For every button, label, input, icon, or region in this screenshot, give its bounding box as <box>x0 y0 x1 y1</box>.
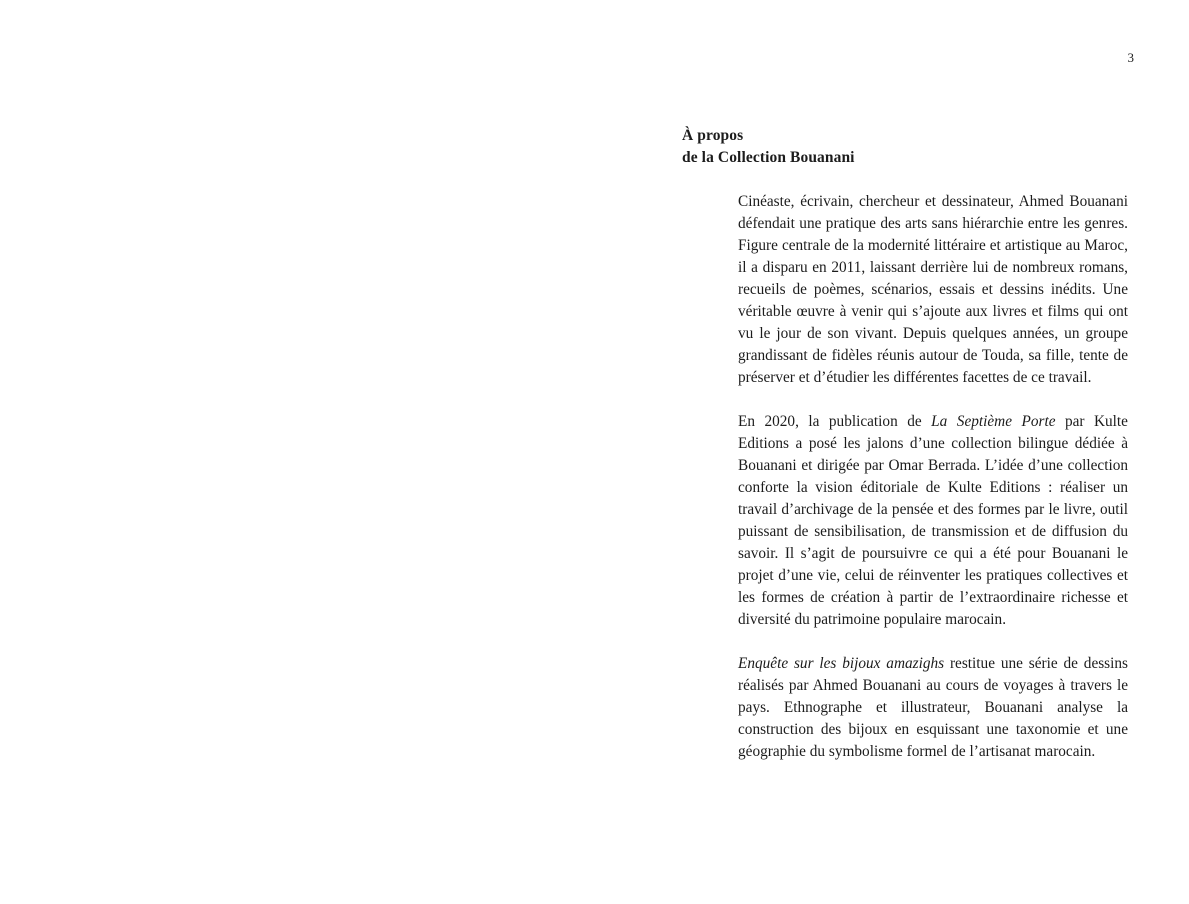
book-title-enquete: Enquête sur les bijoux amazighs <box>738 655 945 672</box>
paragraph-2-intro: En 2020, la publication de <box>738 413 932 430</box>
heading-line-2: de la Collection Bouanani <box>682 149 855 166</box>
section-heading <box>682 125 855 169</box>
paragraph-2-rest: par Kulte Editions a posé les jalons d’une collection bilingue dédiée à Bouanani et dirigée par Omar Berrada. L’idée d’une collection conforte la vision éditoriale de Kulte Editions : réaliser un travail d’archivage de la pensée et des formes par le livre, outil puissant de sensibilisation, de transmission et de diffusion du savoir. Il s’agit de poursuivre ce qui a été pour Bouanani le projet d’une vie, celui de réinventer les pratiques collectives et les formes de création à partir de l’extraordinaire richesse et diversité du patrimoine populaire marocain. <box>738 413 1128 628</box>
heading-line-1: À propos <box>682 127 744 144</box>
paragraph-1: Cinéaste, écrivain, chercheur et dessinateur, Ahmed Bouanani défendait une pratique des arts sans hiérarchie entre les genres. Figure centrale de la modernité littéraire et artistique au Maroc, il a disparu en 2011, laissant derrière lui de nombreux romans, recueils de poèmes, scénarios, essais et dessins inédits. Une véritable œuvre à venir qui s’ajoute aux livres et films qui ont vu le jour de son vivant. Depuis quelques années, un groupe grandissant de fidèles réunis autour de Touda, sa fille, tente de préserver et d’étudier les différentes facettes de ce travail. <box>738 193 1128 386</box>
paragraph-2 <box>738 411 1128 631</box>
book-title-septieme-porte: La Septième Porte <box>931 413 1056 430</box>
page-number: 3 <box>1127 50 1134 65</box>
paragraph-3 <box>738 653 1128 763</box>
paragraph-3-rest: restitue une série de dessins réalisés par Ahmed Bouanani au cours de voyages à travers le pays. Ethnographe et illustrateur, Bouanani analyse la construction des bijoux en esquissant une taxonomie et une géographie du symbolisme formel de l’artisanat marocain. <box>738 655 1128 760</box>
body-text <box>738 191 1128 763</box>
